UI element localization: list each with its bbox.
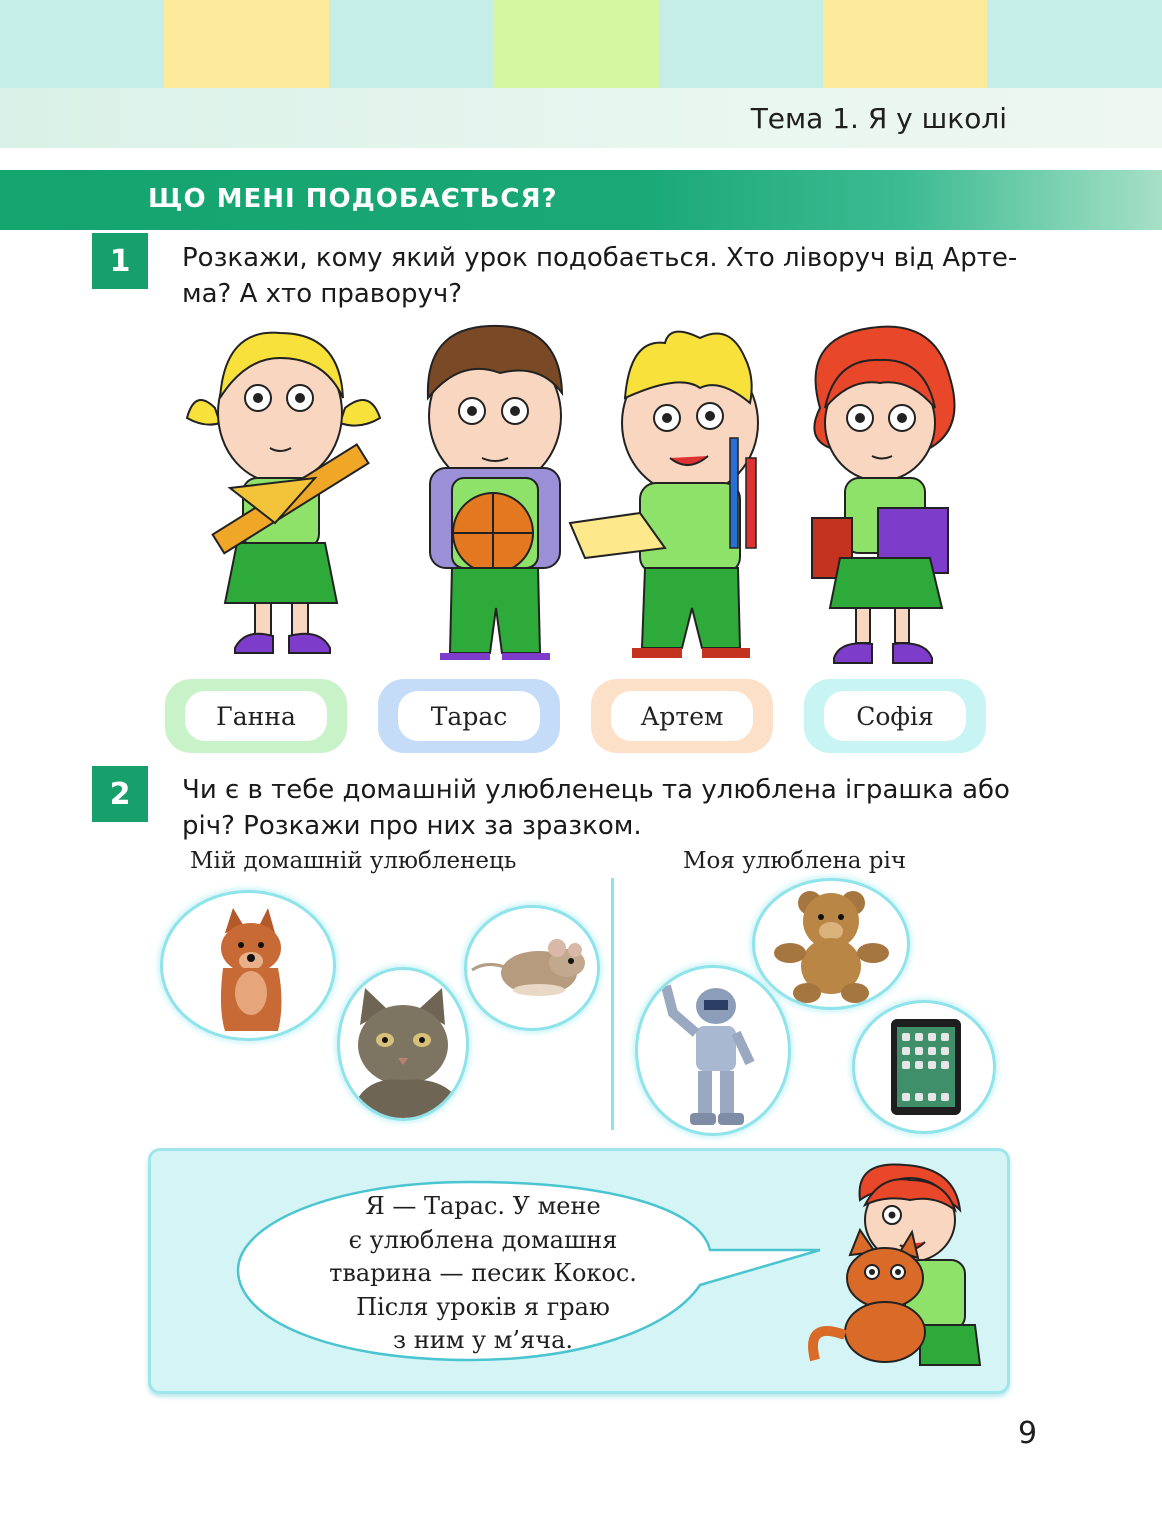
task-2-line: річ? Розкажи про них за зразком. <box>182 811 642 841</box>
task-2-line: Чи є в тебе домашній улюбленець та улюблена іграшка або <box>182 775 1010 805</box>
name-text: Тарас <box>398 691 540 741</box>
robot-icon <box>638 968 788 1133</box>
thing-circle-teddy <box>752 878 910 1010</box>
column-divider <box>611 878 614 1130</box>
stripe <box>987 0 1162 88</box>
stripe <box>329 0 494 88</box>
pet-circle-cat <box>337 967 469 1121</box>
mouse-icon <box>467 908 597 1028</box>
thing-circle-tablet <box>852 1000 996 1134</box>
task-1-line: ма? А хто праворуч? <box>182 279 463 309</box>
stripe <box>0 0 164 88</box>
stripe <box>494 0 659 88</box>
name-text: Софія <box>824 691 966 741</box>
bubble-line: з ним у м’яча. <box>393 1326 573 1354</box>
task-number-1: 1 <box>92 233 148 289</box>
boy-with-dog-icon <box>800 1160 985 1375</box>
pets-caption: Мій домашній улюбленець <box>190 848 517 874</box>
pet-circle-dog <box>160 890 336 1041</box>
bubble-line: Я — Тарас. У мене <box>365 1192 601 1220</box>
dog-icon <box>163 893 333 1038</box>
boy-with-brush-icon <box>570 332 758 658</box>
bubble-line: Після уроків я граю <box>356 1292 610 1321</box>
task-1-line: Розкажи, кому який урок подобається. Хто ліворуч від Арте- <box>182 243 1018 273</box>
task-2-text <box>182 772 1010 844</box>
pet-circle-mouse <box>464 905 600 1031</box>
task-number-2: 2 <box>92 766 148 822</box>
topic-title: Тема 1. Я у школі <box>750 102 1007 135</box>
section-title: ЩО МЕНІ ПОДОБАЄТЬСЯ? <box>148 184 558 214</box>
speech-bubble-text <box>268 1190 698 1358</box>
girl-with-ruler-icon <box>187 333 380 653</box>
name-label-sofia <box>804 679 986 753</box>
page-number: 9 <box>1018 1416 1038 1451</box>
girl-with-books-icon <box>812 327 955 663</box>
name-text: Ганна <box>185 691 327 741</box>
bubble-line: тварина — песик Кокос. <box>329 1259 637 1287</box>
thing-circle-robot <box>635 965 791 1136</box>
name-text: Артем <box>611 691 753 741</box>
boy-with-ball-icon <box>428 326 562 660</box>
bubble-line: є улюблена домашня <box>348 1225 618 1254</box>
cat-icon <box>340 970 466 1118</box>
name-label-taras <box>378 679 560 753</box>
children-illustration <box>165 318 995 668</box>
stripe <box>659 0 823 88</box>
tablet-icon <box>855 1003 993 1131</box>
name-label-hanna <box>165 679 347 753</box>
teddy-bear-icon <box>755 881 907 1007</box>
stripe <box>164 0 329 88</box>
things-caption: Моя улюблена річ <box>683 848 907 874</box>
stripe <box>823 0 987 88</box>
name-label-artem <box>591 679 773 753</box>
task-1-text <box>182 240 1018 312</box>
